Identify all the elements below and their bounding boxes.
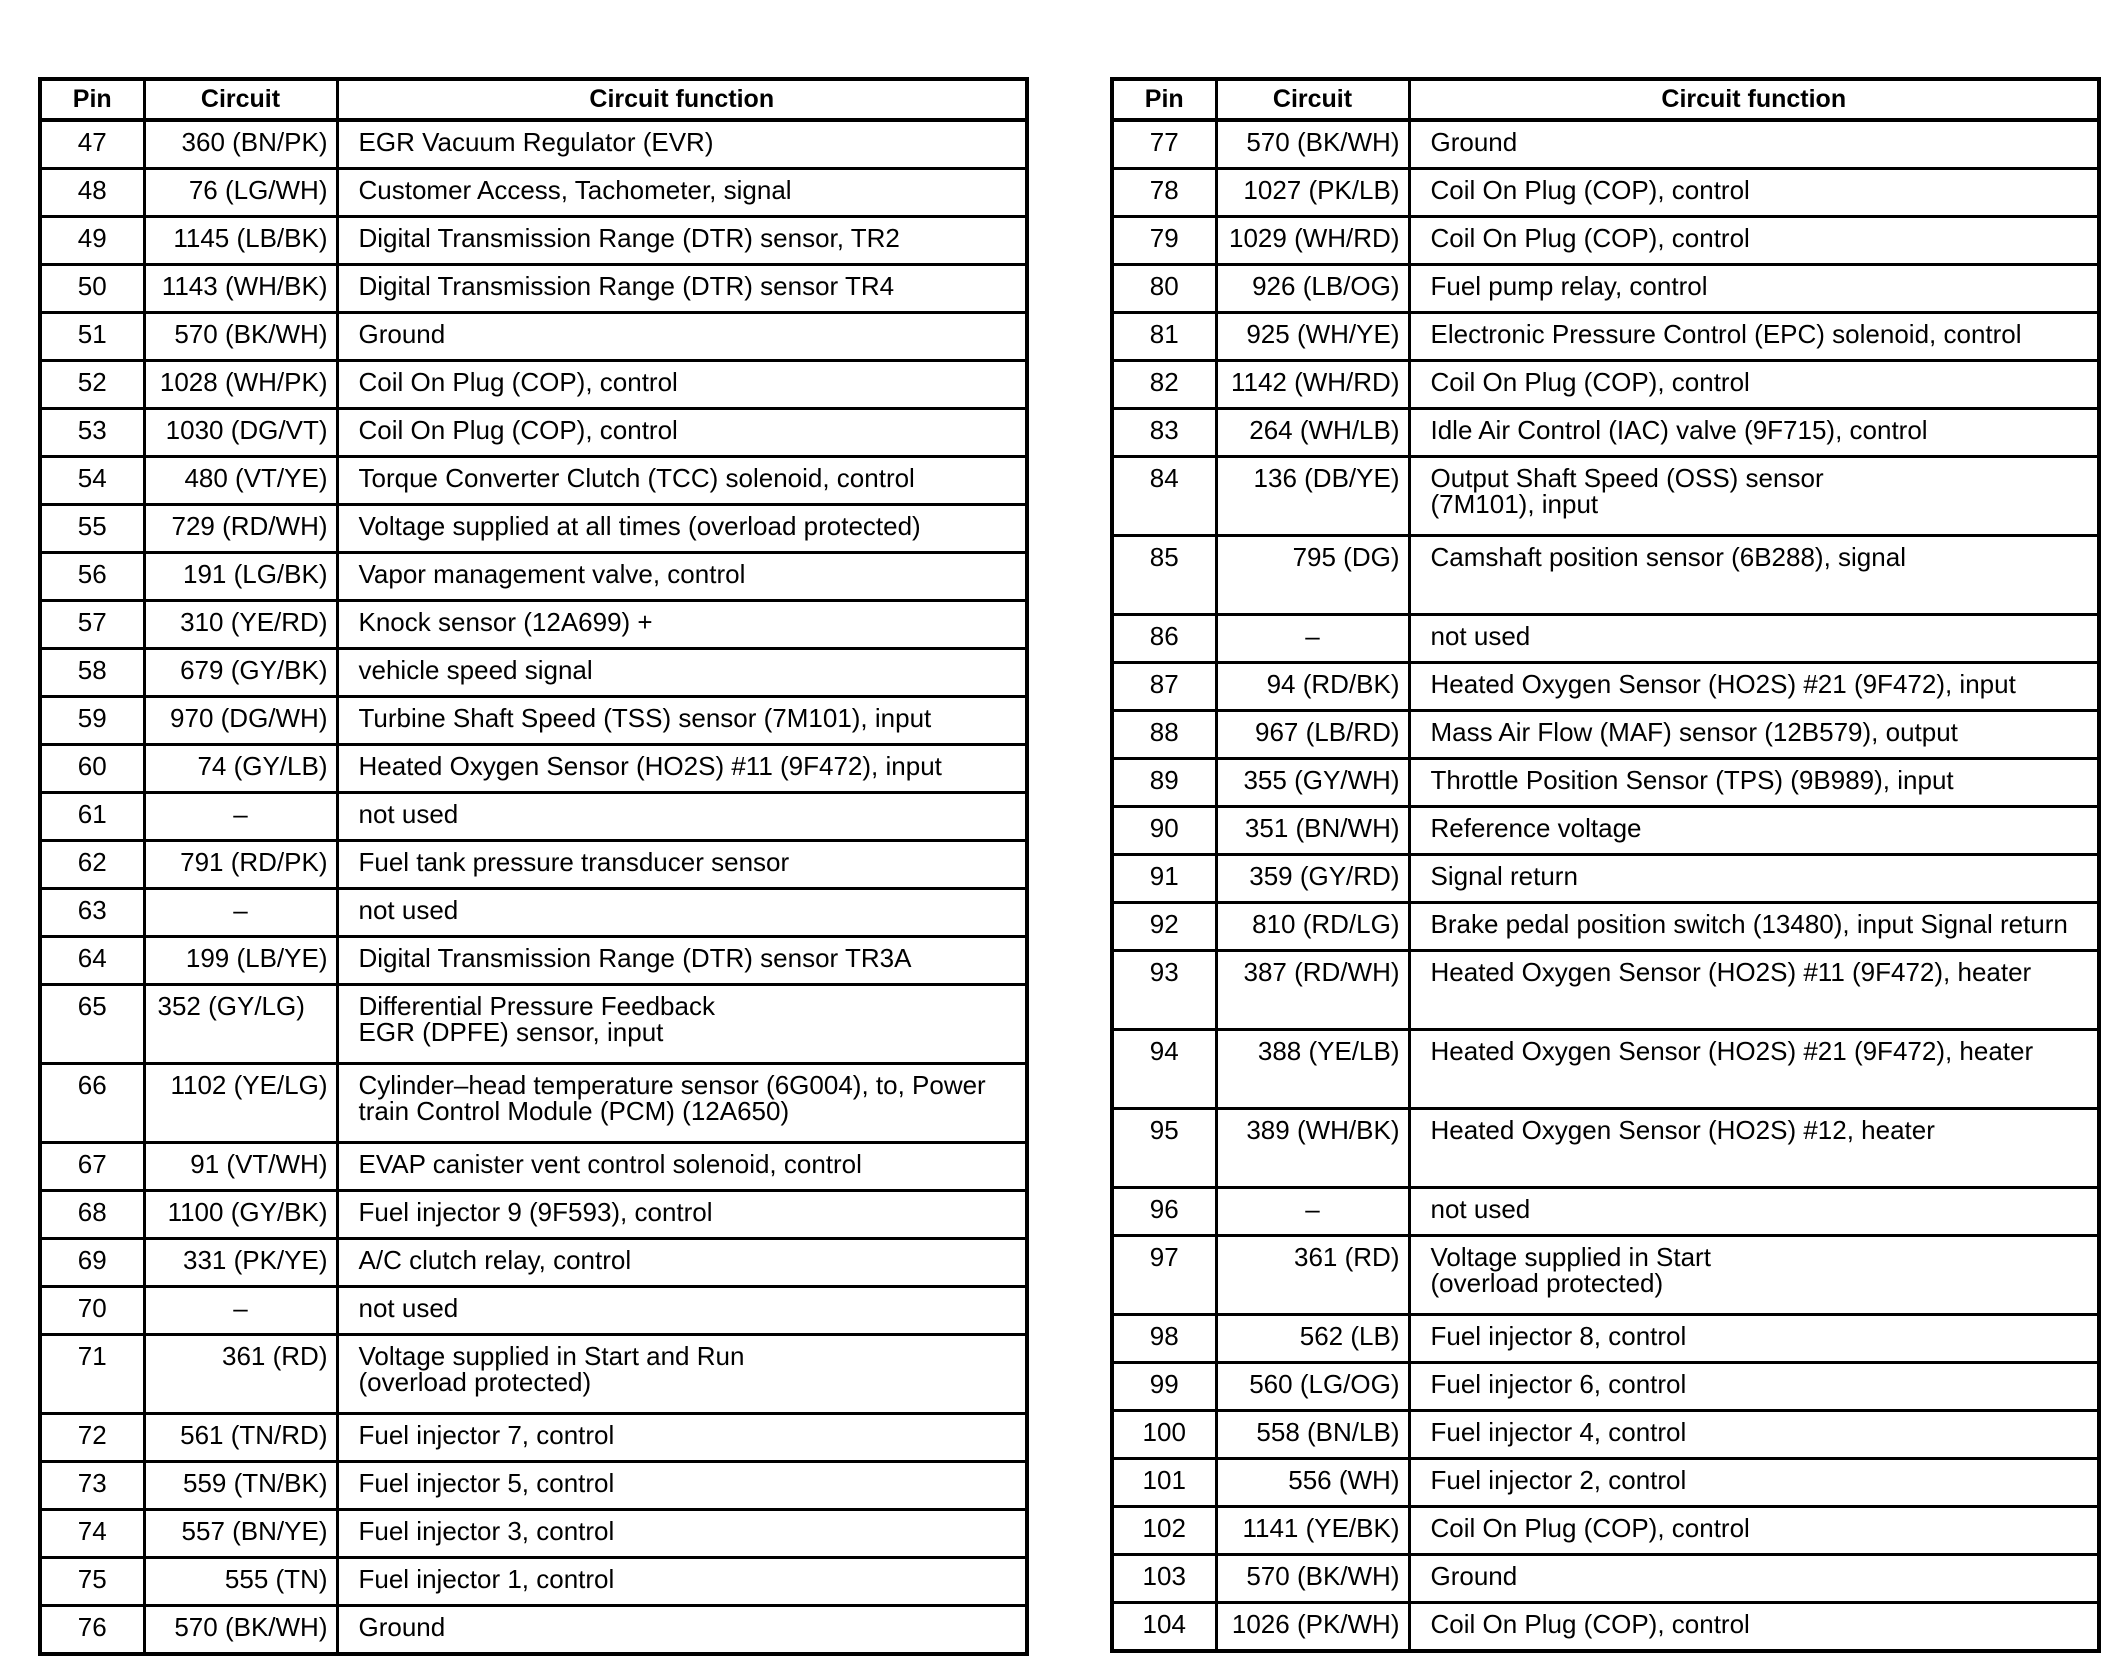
circuit-cell: – [1216,615,1409,663]
circuit-cell: 331 (PK/YE) [144,1239,337,1287]
pin-cell: 54 [40,457,144,505]
circuit-cell: 1142 (WH/RD) [1216,361,1409,409]
pin-cell: 85 [1112,536,1216,615]
circuit-cell: 925 (WH/YE) [1216,313,1409,361]
circuit-cell: 1027 (PK/LB) [1216,169,1409,217]
function-cell: Fuel injector 1, control [337,1558,1027,1606]
pin-cell: 100 [1112,1411,1216,1459]
pin-cell: 79 [1112,217,1216,265]
pin-cell: 90 [1112,807,1216,855]
pin-cell: 75 [40,1558,144,1606]
table-row [1112,663,2099,711]
pin-cell: 49 [40,217,144,265]
function-cell: Throttle Position Sensor (TPS) (9B989), input [1409,759,2099,807]
pin-cell: 57 [40,601,144,649]
table-row [1112,1109,2099,1188]
circuit-cell: 480 (VT/YE) [144,457,337,505]
circuit-cell: 560 (LG/OG) [1216,1363,1409,1411]
pin-cell: 101 [1112,1459,1216,1507]
table-row [40,793,1027,841]
table-row [40,457,1027,505]
function-cell: Voltage supplied at all times (overload protected) [337,505,1027,553]
function-cell: Fuel injector 4, control [1409,1411,2099,1459]
table-row [40,313,1027,361]
table-row [40,1335,1027,1414]
function-cell: Voltage supplied in Start and Run (overload protected) [337,1335,1027,1414]
circuit-cell: – [144,1287,337,1335]
pin-cell: 77 [1112,120,1216,169]
circuit-cell: 387 (RD/WH) [1216,951,1409,1030]
pin-cell: 55 [40,505,144,553]
function-cell: Idle Air Control (IAC) valve (9F715), control [1409,409,2099,457]
header-circuit: Circuit [1216,79,1409,120]
circuit-cell: 136 (DB/YE) [1216,457,1409,536]
function-cell: Output Shaft Speed (OSS) sensor (7M101), input [1409,457,2099,536]
function-cell: Ground [1409,1555,2099,1603]
pin-cell: 78 [1112,169,1216,217]
table-row [40,1239,1027,1287]
table-row [40,409,1027,457]
function-cell: Differential Pressure Feedback EGR (DPFE) sensor, input [337,985,1027,1064]
pin-cell: 53 [40,409,144,457]
table-row [40,265,1027,313]
header-pin: Pin [40,79,144,120]
circuit-cell: 1102 (YE/LG) [144,1064,337,1143]
circuit-cell: 389 (WH/BK) [1216,1109,1409,1188]
table-row [40,697,1027,745]
function-cell: Coil On Plug (COP), control [1409,217,2099,265]
table-row [1112,1555,2099,1603]
circuit-cell: 360 (BN/PK) [144,120,337,169]
circuit-cell: 1028 (WH/PK) [144,361,337,409]
table-row [1112,615,2099,663]
pin-cell: 87 [1112,663,1216,711]
table-row [1112,361,2099,409]
function-cell: Coil On Plug (COP), control [1409,1603,2099,1652]
circuit-cell: 1029 (WH/RD) [1216,217,1409,265]
circuit-cell: 361 (RD) [1216,1236,1409,1315]
table-row [1112,120,2099,169]
pin-cell: 94 [1112,1030,1216,1109]
table-row [40,1414,1027,1462]
table-row [40,841,1027,889]
pin-table-left [38,77,1029,1656]
table-row [40,1287,1027,1335]
table-row [1112,217,2099,265]
pin-cell: 84 [1112,457,1216,536]
function-cell: Vapor management valve, control [337,553,1027,601]
circuit-cell: 1030 (DG/VT) [144,409,337,457]
circuit-cell: 355 (GY/WH) [1216,759,1409,807]
table-row [1112,1459,2099,1507]
circuit-cell: 561 (TN/RD) [144,1414,337,1462]
circuit-cell: 1100 (GY/BK) [144,1191,337,1239]
pin-cell: 91 [1112,855,1216,903]
pin-cell: 70 [40,1287,144,1335]
function-cell: Fuel injector 7, control [337,1414,1027,1462]
pin-cell: 52 [40,361,144,409]
pin-cell: 59 [40,697,144,745]
function-cell: Coil On Plug (COP), control [1409,1507,2099,1555]
pin-cell: 99 [1112,1363,1216,1411]
table-row [40,1462,1027,1510]
function-cell: Fuel injector 2, control [1409,1459,2099,1507]
function-cell: Coil On Plug (COP), control [1409,169,2099,217]
pin-cell: 76 [40,1606,144,1655]
table-row [1112,265,2099,313]
function-cell: Fuel injector 9 (9F593), control [337,1191,1027,1239]
circuit-cell: 191 (LG/BK) [144,553,337,601]
pin-cell: 74 [40,1510,144,1558]
circuit-cell: 1026 (PK/WH) [1216,1603,1409,1652]
table-row [1112,1236,2099,1315]
header-row [40,79,1027,120]
function-cell: not used [337,793,1027,841]
pin-cell: 80 [1112,265,1216,313]
pin-cell: 93 [1112,951,1216,1030]
table-row [40,1606,1027,1655]
function-cell: Coil On Plug (COP), control [1409,361,2099,409]
function-cell: Fuel injector 5, control [337,1462,1027,1510]
table-row [1112,855,2099,903]
pin-cell: 95 [1112,1109,1216,1188]
function-cell: Digital Transmission Range (DTR) sensor TR3A [337,937,1027,985]
function-cell: Heated Oxygen Sensor (HO2S) #11 (9F472), heater [1409,951,2099,1030]
circuit-cell: 361 (RD) [144,1335,337,1414]
circuit-cell: 556 (WH) [1216,1459,1409,1507]
table-row [1112,807,2099,855]
function-cell: Brake pedal position switch (13480), input Signal return [1409,903,2099,951]
function-cell: Heated Oxygen Sensor (HO2S) #21 (9F472), input [1409,663,2099,711]
pin-cell: 68 [40,1191,144,1239]
circuit-cell: 91 (VT/WH) [144,1143,337,1191]
pin-cell: 69 [40,1239,144,1287]
table-row [40,649,1027,697]
circuit-cell: 791 (RD/PK) [144,841,337,889]
circuit-cell: 570 (BK/WH) [144,1606,337,1655]
pin-cell: 65 [40,985,144,1064]
table-row [1112,536,2099,615]
function-cell: A/C clutch relay, control [337,1239,1027,1287]
function-cell: Ground [1409,120,2099,169]
circuit-cell: 795 (DG) [1216,536,1409,615]
function-cell: Fuel injector 3, control [337,1510,1027,1558]
table-row [40,1510,1027,1558]
circuit-cell: 74 (GY/LB) [144,745,337,793]
header-pin: Pin [1112,79,1216,120]
table-row [1112,169,2099,217]
table-row [40,169,1027,217]
table-row [40,889,1027,937]
circuit-cell: 352 (GY/LG) [144,985,337,1064]
table-row [1112,711,2099,759]
circuit-cell: 729 (RD/WH) [144,505,337,553]
pin-cell: 82 [1112,361,1216,409]
circuit-cell: 810 (RD/LG) [1216,903,1409,951]
function-cell: vehicle speed signal [337,649,1027,697]
table-row [1112,951,2099,1030]
function-cell: Fuel injector 6, control [1409,1363,2099,1411]
pin-cell: 71 [40,1335,144,1414]
table-row [40,1191,1027,1239]
pin-cell: 104 [1112,1603,1216,1652]
function-cell: Coil On Plug (COP), control [337,361,1027,409]
circuit-cell: – [1216,1188,1409,1236]
table-row [1112,457,2099,536]
function-cell: Heated Oxygen Sensor (HO2S) #21 (9F472), heater [1409,1030,2099,1109]
pin-cell: 50 [40,265,144,313]
pin-cell: 60 [40,745,144,793]
table-row [1112,409,2099,457]
pin-cell: 48 [40,169,144,217]
table-row [40,985,1027,1064]
pin-cell: 89 [1112,759,1216,807]
table-row [1112,759,2099,807]
circuit-cell: 559 (TN/BK) [144,1462,337,1510]
function-cell: Signal return [1409,855,2099,903]
function-cell: Ground [337,1606,1027,1655]
pin-cell: 102 [1112,1507,1216,1555]
function-cell: Fuel tank pressure transducer sensor [337,841,1027,889]
table-row [1112,1363,2099,1411]
table-row [1112,903,2099,951]
pin-cell: 64 [40,937,144,985]
table-row [40,601,1027,649]
function-cell: not used [1409,615,2099,663]
function-cell: Voltage supplied in Start (overload protected) [1409,1236,2099,1315]
table-row [1112,1603,2099,1652]
function-cell: EVAP canister vent control solenoid, control [337,1143,1027,1191]
function-cell: Electronic Pressure Control (EPC) solenoid, control [1409,313,2099,361]
function-cell: Heated Oxygen Sensor (HO2S) #11 (9F472), input [337,745,1027,793]
table-row [40,553,1027,601]
pin-cell: 92 [1112,903,1216,951]
circuit-cell: 570 (BK/WH) [144,313,337,361]
circuit-cell: 557 (BN/YE) [144,1510,337,1558]
function-cell: Ground [337,313,1027,361]
function-cell: Knock sensor (12A699) + [337,601,1027,649]
pin-cell: 67 [40,1143,144,1191]
header-circuit-function: Circuit function [337,79,1027,120]
function-cell: Digital Transmission Range (DTR) sensor TR4 [337,265,1027,313]
header-row [1112,79,2099,120]
pin-cell: 51 [40,313,144,361]
table-row [1112,1188,2099,1236]
circuit-cell: 388 (YE/LB) [1216,1030,1409,1109]
circuit-cell: 199 (LB/YE) [144,937,337,985]
circuit-cell: 679 (GY/BK) [144,649,337,697]
table-row [40,1064,1027,1143]
pin-cell: 88 [1112,711,1216,759]
pin-table-right [1110,77,2101,1653]
pin-cell: 47 [40,120,144,169]
pin-cell: 72 [40,1414,144,1462]
circuit-cell: 555 (TN) [144,1558,337,1606]
function-cell: Mass Air Flow (MAF) sensor (12B579), output [1409,711,2099,759]
table-row [40,217,1027,265]
function-cell: Turbine Shaft Speed (TSS) sensor (7M101), input [337,697,1027,745]
function-cell: Cylinder–head temperature sensor (6G004), to, Power train Control Module (PCM) (12A650) [337,1064,1027,1143]
table-row [1112,1315,2099,1363]
header-circuit: Circuit [144,79,337,120]
pin-cell: 103 [1112,1555,1216,1603]
circuit-cell: 562 (LB) [1216,1315,1409,1363]
function-cell: Customer Access, Tachometer, signal [337,169,1027,217]
table-row [40,505,1027,553]
table-row [40,937,1027,985]
function-cell: Digital Transmission Range (DTR) sensor, TR2 [337,217,1027,265]
function-cell: not used [337,889,1027,937]
circuit-cell: 1145 (LB/BK) [144,217,337,265]
function-cell: EGR Vacuum Regulator (EVR) [337,120,1027,169]
function-cell: Heated Oxygen Sensor (HO2S) #12, heater [1409,1109,2099,1188]
function-cell: not used [1409,1188,2099,1236]
circuit-cell: 351 (BN/WH) [1216,807,1409,855]
pin-cell: 98 [1112,1315,1216,1363]
circuit-cell: 359 (GY/RD) [1216,855,1409,903]
pin-cell: 58 [40,649,144,697]
function-cell: Fuel pump relay, control [1409,265,2099,313]
function-cell: Reference voltage [1409,807,2099,855]
circuit-cell: 570 (BK/WH) [1216,120,1409,169]
circuit-cell: 1141 (YE/BK) [1216,1507,1409,1555]
table-row [1112,1411,2099,1459]
circuit-cell: 94 (RD/BK) [1216,663,1409,711]
circuit-cell: 264 (WH/LB) [1216,409,1409,457]
table-row [40,745,1027,793]
table-row [1112,1507,2099,1555]
circuit-cell: 1143 (WH/BK) [144,265,337,313]
pin-cell: 86 [1112,615,1216,663]
pin-cell: 81 [1112,313,1216,361]
pin-cell: 63 [40,889,144,937]
circuit-cell: 310 (YE/RD) [144,601,337,649]
table-row [40,1143,1027,1191]
table-row [40,361,1027,409]
table-row [40,120,1027,169]
table-row [1112,1030,2099,1109]
circuit-cell: – [144,889,337,937]
table-row [1112,313,2099,361]
function-cell: not used [337,1287,1027,1335]
pin-cell: 97 [1112,1236,1216,1315]
circuit-cell: – [144,793,337,841]
circuit-cell: 967 (LB/RD) [1216,711,1409,759]
circuit-cell: 558 (BN/LB) [1216,1411,1409,1459]
function-cell: Fuel injector 8, control [1409,1315,2099,1363]
circuit-cell: 970 (DG/WH) [144,697,337,745]
function-cell: Torque Converter Clutch (TCC) solenoid, control [337,457,1027,505]
pin-cell: 66 [40,1064,144,1143]
circuit-cell: 76 (LG/WH) [144,169,337,217]
pin-cell: 73 [40,1462,144,1510]
function-cell: Coil On Plug (COP), control [337,409,1027,457]
pin-cell: 96 [1112,1188,1216,1236]
circuit-cell: 570 (BK/WH) [1216,1555,1409,1603]
pin-cell: 62 [40,841,144,889]
pin-cell: 56 [40,553,144,601]
table-row [40,1558,1027,1606]
pin-cell: 61 [40,793,144,841]
function-cell: Camshaft position sensor (6B288), signal [1409,536,2099,615]
circuit-cell: 926 (LB/OG) [1216,265,1409,313]
header-circuit-function: Circuit function [1409,79,2099,120]
pin-cell: 83 [1112,409,1216,457]
